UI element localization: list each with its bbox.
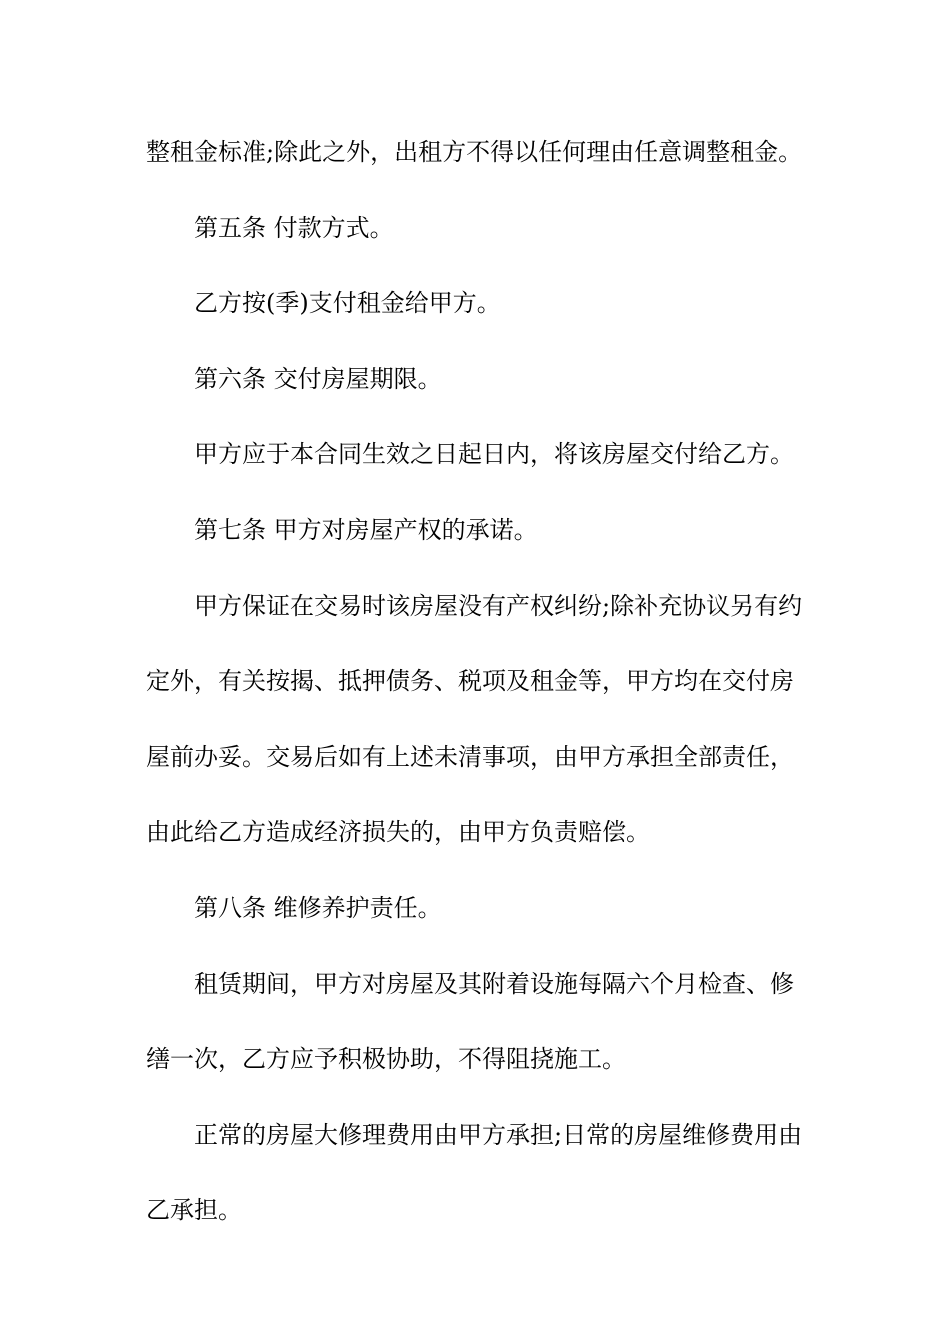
article-heading: 第七条 甲方对房屋产权的承诺。: [194, 515, 538, 544]
document-body: [146, 128, 810, 1262]
paragraph-line: 缮一次，乙方应予积极协助，不得阻挠施工。: [146, 1045, 626, 1074]
paragraph-line: 甲方保证在交易时该房屋没有产权纠纷;除补充协议另有约: [194, 591, 803, 620]
paragraph-line: 甲方应于本合同生效之日起日内，将该房屋交付给乙方。: [194, 440, 794, 469]
paragraph-line: 定外，有关按揭、抵押债务、税项及租金等，甲方均在交付房: [146, 667, 794, 696]
paragraph-line: 乙承担。: [146, 1196, 242, 1225]
paragraph-line: 屋前办妥。交易后如有上述未清事项，由甲方承担全部责任，: [146, 742, 794, 771]
paragraph-line: 整租金标准;除此之外，出租方不得以任何理由任意调整租金。: [146, 138, 803, 166]
paragraph-line: 正常的房屋大修理费用由甲方承担;日常的房屋维修费用由: [194, 1120, 803, 1149]
article-heading: 第八条 维修养护责任。: [194, 893, 442, 922]
article-heading: 第六条 交付房屋期限。: [194, 364, 442, 393]
paragraph-line: 租赁期间，甲方对房屋及其附着设施每隔六个月检查、修: [194, 969, 794, 998]
paragraph-line: 由此给乙方造成经济损失的，由甲方负责赔偿。: [146, 818, 650, 847]
article-heading: 第五条 付款方式。: [194, 213, 394, 242]
paragraph-line: 乙方按(季)支付租金给甲方。: [194, 289, 501, 318]
